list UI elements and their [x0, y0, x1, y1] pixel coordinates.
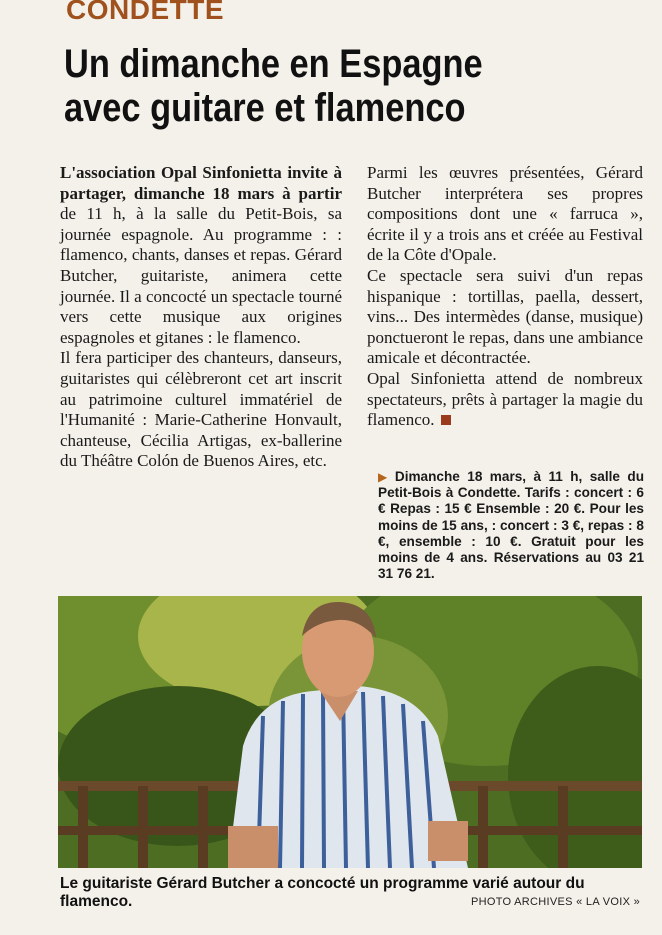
practical-info: [378, 469, 644, 582]
article-lead: L'association Opal Sinfonietta invite à partager, dimanche 18 mars à partir: [60, 163, 342, 203]
article-column-left: [60, 163, 342, 472]
headline: [64, 42, 571, 130]
article-paragraph: [60, 163, 342, 348]
practical-info-text: Dimanche 18 mars, à 11 h, salle du Petit-Bois à Condette. Tarifs : concert : 6 € Repas : 15 € Ensemble : 20 €. Pour les moins de 15 ans, : concert : 3 €, repas : 8 €, ensemble : 10 €. Gratuit pour les moins de 4 ans. Réservations au 03 21 31 76 21.: [378, 469, 644, 582]
article-paragraph: Il fera participer des chanteurs, danseurs, guitaristes qui célèbreront cet art inscrit au patrimoine culturel immatériel de l'Humanité : Marie-Catherine Honvault, chanteuse, Cécilia Artigas, ex-ballerine du Théâtre Colón de Buenos Aires, etc.: [60, 348, 342, 471]
article-column-right: [367, 163, 643, 431]
article-photo: [58, 596, 642, 868]
photo-guitarist: [58, 596, 642, 868]
photo-credit: PHOTO ARCHIVES « LA VOIX »: [471, 896, 640, 908]
photo-caption: Le guitariste Gérard Butcher a concocté un programme varié autour du flamenco.: [60, 875, 585, 910]
headline-line-2: avec guitare et flamenco: [64, 86, 466, 130]
article-text: Opal Sinfonietta attend de nombreux spectateurs, prêts à partager la magie du flamenco.: [367, 368, 643, 430]
headline-line-1: Un dimanche en Espagne: [64, 42, 483, 86]
article-text: de 11 h, à la salle du Petit-Bois, sa journée espagnole. Au programme : : flamenco, chants, danses et repas. Gérard Butcher, guitariste, animera cette journée. Il a concocté un spectacle tourné vers cette musique aux origines espagnoles et gitanes : le flamenco.: [60, 204, 342, 347]
article-paragraph: Ce spectacle sera suivi d'un repas hispanique : tortillas, paella, dessert, vins... Des intermèdes (danse, musique) ponctueront le repas, dans une ambiance amicale et décontractée.: [367, 265, 643, 368]
section-title: CONDETTE: [66, 0, 224, 25]
article-paragraph: [367, 369, 643, 431]
arrow-right-icon: ▶: [378, 470, 391, 484]
article-paragraph: Parmi les œuvres présentées, Gérard Butcher interprétera ses propres compositions dont une « farruca », écrite il y a trois ans et créée au Festival de la Côte d'Opale.: [367, 163, 643, 265]
end-mark-icon: [441, 415, 451, 425]
